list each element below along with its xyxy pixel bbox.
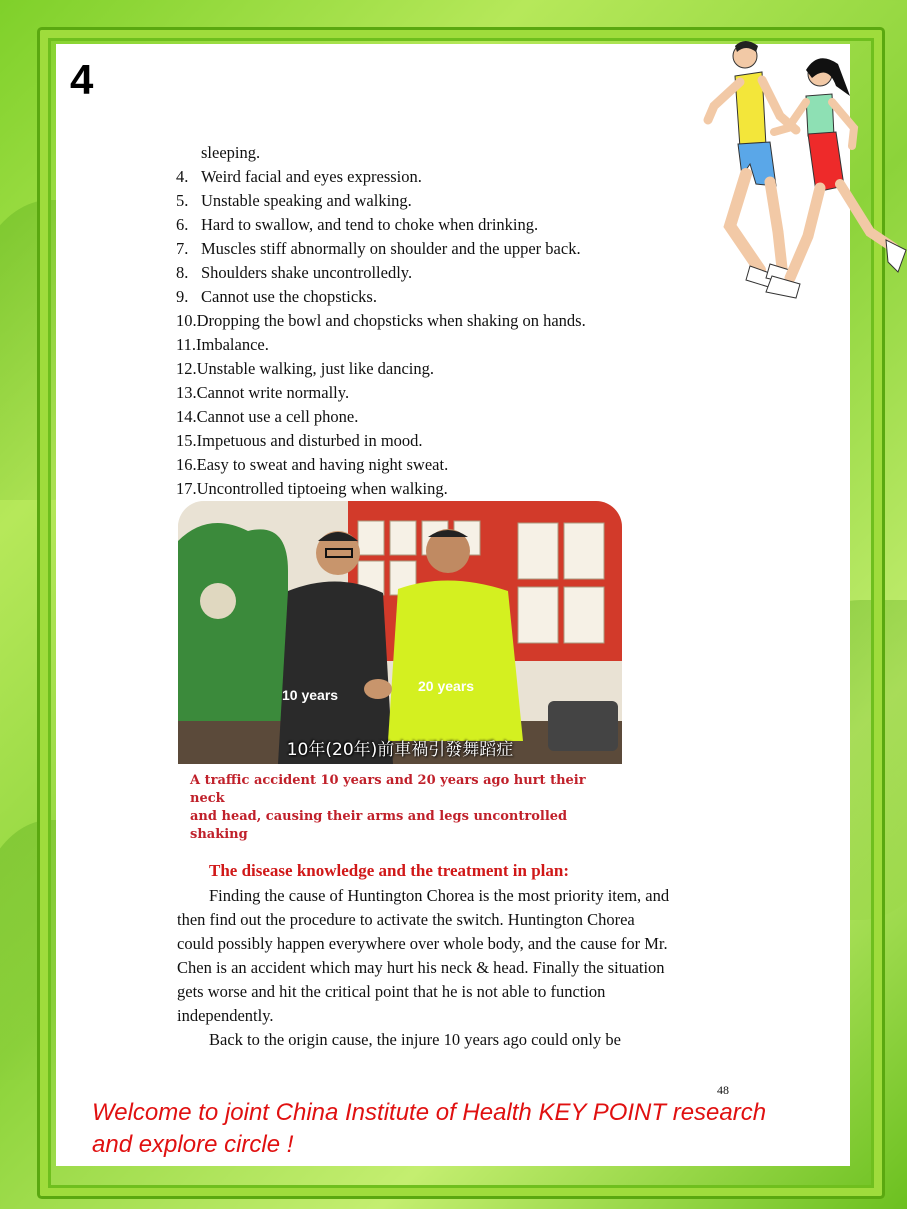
list-item [176, 381, 696, 405]
list-item-number: 14. [176, 407, 197, 426]
caption-line: A traffic accident 10 years and 20 years ago hurt their neck [190, 773, 586, 806]
list-item [176, 189, 696, 213]
list-item-number: 13. [176, 383, 197, 402]
section-number: 4 [70, 56, 94, 103]
photo-caption-english [190, 772, 620, 844]
paragraph-line: Finding the cause of Huntington Chorea is the most priority item, and [209, 886, 670, 905]
photo-caption-chinese: 10年(20年)前車禍引發舞蹈症 [286, 740, 514, 760]
photo-scene-icon [178, 501, 622, 764]
list-item-text: Muscles stiff abnormally on shoulder and the upper back. [201, 239, 581, 258]
list-item-text: Uncontrolled tiptoeing when walking. [196, 479, 448, 498]
list-item-number: 9. [176, 287, 189, 306]
list-item-number: 4. [176, 167, 189, 186]
list-item-number: 12. [176, 359, 197, 378]
list-item-number: 11. [176, 335, 197, 354]
symptom-list [176, 141, 696, 501]
list-item-text: Cannot write normally. [196, 383, 350, 402]
list-item-text: Impetuous and disturbed in mood. [196, 431, 423, 450]
photo-label-left: 10 years [282, 687, 339, 703]
paragraph-line: gets worse and hit the critical point that he is not able to function [177, 982, 606, 1001]
list-item [176, 357, 696, 381]
treatment-paragraph-1 [177, 884, 737, 1028]
list-continuation: sleeping. [201, 143, 261, 162]
list-item [176, 213, 696, 237]
paragraph-line: Back to the origin cause, the injure 10 years ago could only be [209, 1030, 621, 1049]
list-item-number: 16. [176, 455, 197, 474]
list-item [176, 261, 696, 285]
list-item-text: Dropping the bowl and chopsticks when shaking on hands. [196, 311, 586, 330]
list-item [176, 237, 696, 261]
list-item-text: Imbalance. [196, 335, 269, 354]
list-item-text: Shoulders shake uncontrolledly. [201, 263, 413, 282]
list-item [176, 477, 696, 501]
caption-line: and head, causing their arms and legs uncontrolled shaking [190, 809, 568, 842]
paragraph-line: then find out the procedure to activate the switch. Huntington Chorea [177, 910, 635, 929]
paragraph-line: Chen is an accident which may hurt his neck & head. Finally the situation [177, 958, 665, 977]
section-heading: The disease knowledge and the treatment in plan: [209, 861, 570, 880]
list-item [176, 429, 696, 453]
list-item-text: Cannot use the chopsticks. [201, 287, 377, 306]
list-item-number: 17. [176, 479, 197, 498]
list-item-number: 6. [176, 215, 189, 234]
list-item-text: Unstable speaking and walking. [201, 191, 412, 210]
runners-illustration-icon [700, 36, 907, 306]
welcome-banner [92, 1097, 832, 1161]
list-item-number: 5. [176, 191, 189, 210]
list-item [176, 453, 696, 477]
treatment-paragraph-2 [177, 1028, 737, 1052]
list-item-number: 8. [176, 263, 189, 282]
paragraph-line: independently. [177, 1006, 274, 1025]
list-item-number: 10. [176, 311, 197, 330]
list-item [176, 285, 696, 309]
list-item [176, 309, 696, 333]
list-item-text: Hard to swallow, and tend to choke when drinking. [201, 215, 539, 234]
list-item-number: 7. [176, 239, 189, 258]
welcome-line: Welcome to joint China Institute of Health KEY POINT research [92, 1099, 767, 1126]
list-item [176, 405, 696, 429]
list-item [176, 333, 696, 357]
list-item [176, 165, 696, 189]
page-folio: 48 [717, 1083, 729, 1097]
list-item-text: Easy to sweat and having night sweat. [196, 455, 449, 474]
welcome-line: and explore circle ! [92, 1131, 294, 1158]
paragraph-line: could possibly happen everywhere over whole body, and the cause for Mr. [177, 934, 668, 953]
list-item-text: Weird facial and eyes expression. [201, 167, 422, 186]
list-item-text: Cannot use a cell phone. [196, 407, 359, 426]
list-item-text: Unstable walking, just like dancing. [196, 359, 434, 378]
patients-photo [178, 501, 622, 764]
list-item-number: 15. [176, 431, 197, 450]
photo-label-right: 20 years [418, 678, 475, 694]
